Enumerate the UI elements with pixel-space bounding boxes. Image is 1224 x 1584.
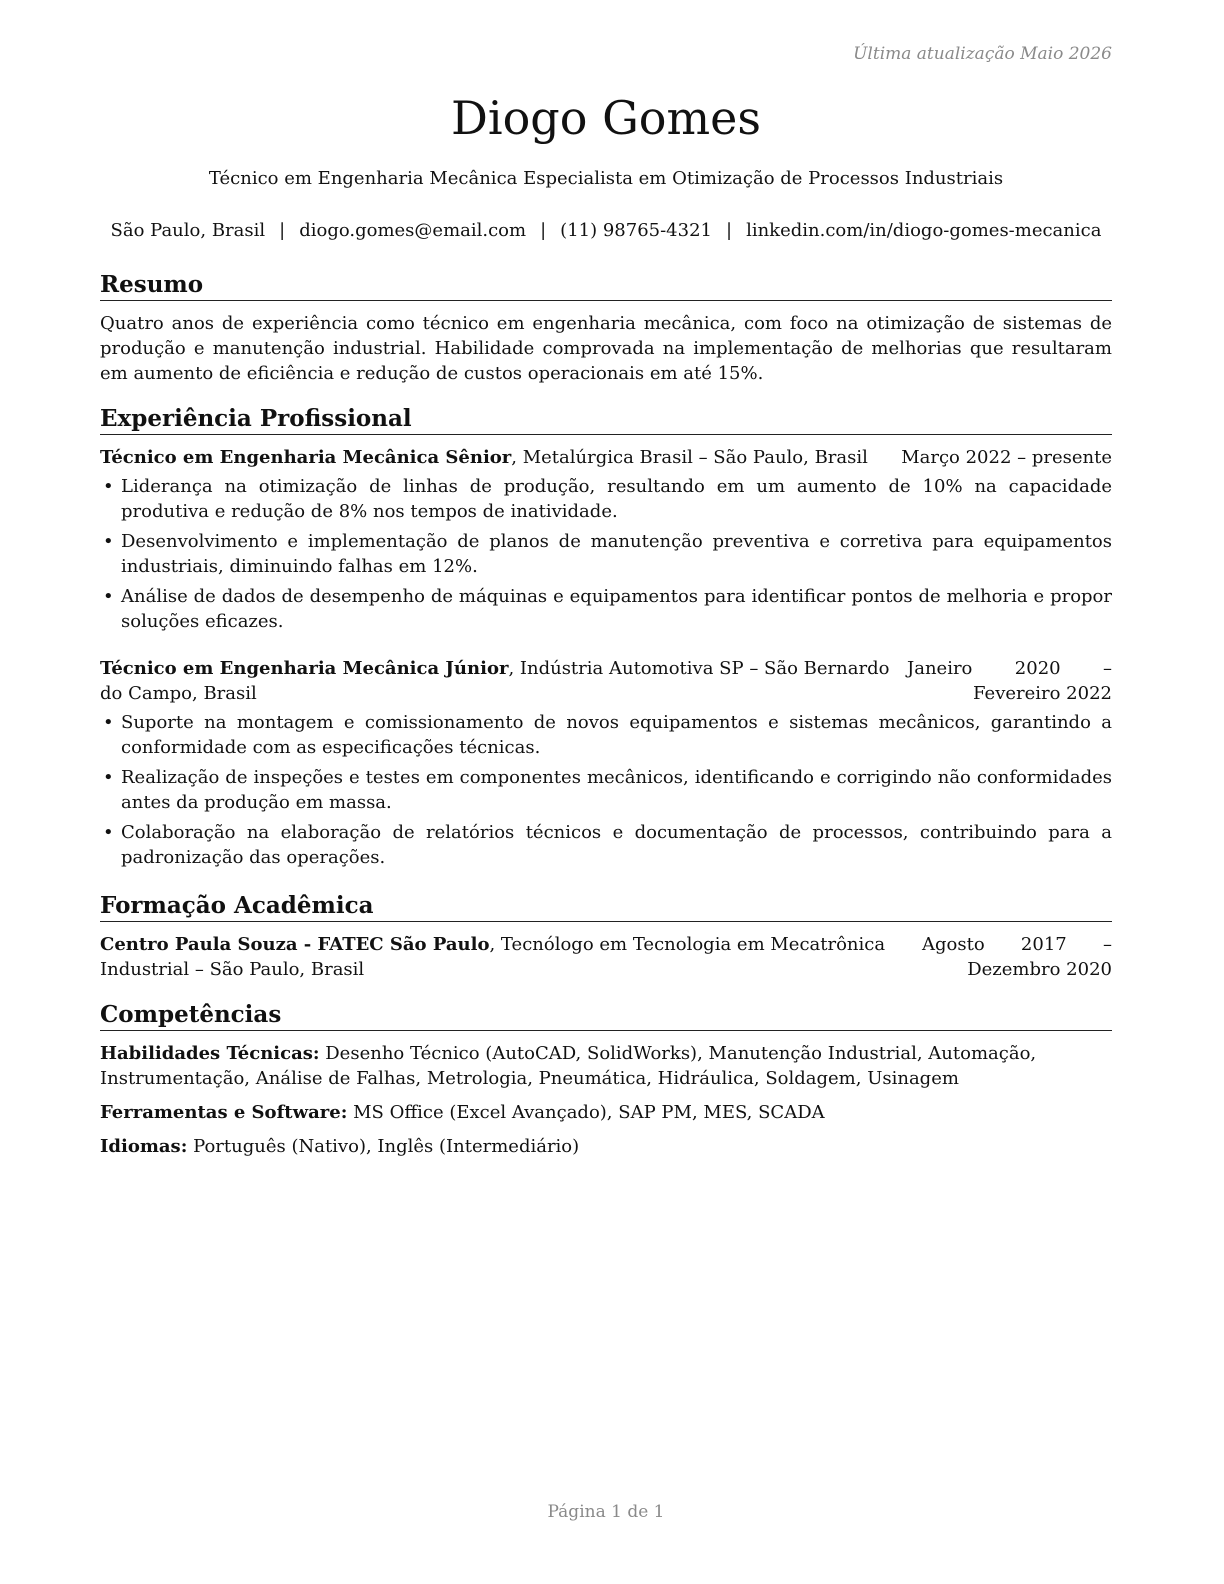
bullet-icon: • bbox=[103, 767, 114, 788]
contact-location: São Paulo, Brasil bbox=[110, 220, 266, 241]
skill-label: Habilidades Técnicas: bbox=[100, 1043, 320, 1064]
education-institution: Centro Paula Souza - FATEC São Paulo bbox=[100, 934, 490, 955]
job-entry bbox=[100, 656, 1112, 870]
contact-line bbox=[60, 219, 1152, 243]
job-bullets bbox=[100, 474, 1112, 634]
job-header bbox=[100, 656, 1112, 706]
bullet-icon: • bbox=[103, 822, 114, 843]
job-dates: Março 2022 – presente bbox=[901, 447, 1112, 468]
contact-separator: | bbox=[540, 220, 547, 241]
contact-phone: (11) 98765-4321 bbox=[560, 220, 712, 241]
bullet-icon: • bbox=[103, 712, 114, 733]
candidate-headline: Técnico em Engenharia Mecânica Especialista em Otimização de Processos Industriais bbox=[208, 168, 1004, 189]
bullet-text: Desenvolvimento e implementação de planos de manutenção preventiva e corretiva para equipamentos industriais, diminuindo falhas em 12%. bbox=[121, 531, 1112, 577]
bullet-text: Suporte na montagem e comissionamento de novos equipamentos e sistemas mecânicos, garantindo a conformidade com as especificações técnicas. bbox=[121, 712, 1112, 758]
page-number: Página 1 de 1 bbox=[547, 1502, 665, 1522]
last-updated-date: Última atualização Maio 2026 bbox=[853, 44, 1112, 64]
list-item bbox=[100, 584, 1112, 634]
education-entry bbox=[100, 932, 1112, 982]
section-title-experience: Experiência Profissional bbox=[100, 404, 1112, 435]
skill-line bbox=[100, 1041, 1112, 1091]
resume-page bbox=[100, 0, 1112, 1584]
contact-separator: | bbox=[279, 220, 286, 241]
skill-value: Português (Nativo), Inglês (Intermediário) bbox=[187, 1136, 580, 1157]
list-item bbox=[100, 820, 1112, 870]
list-item bbox=[100, 710, 1112, 760]
bullet-text: Realização de inspeções e testes em componentes mecânicos, identificando e corrigindo não conformidades antes da produção em massa. bbox=[121, 767, 1112, 813]
bullet-icon: • bbox=[103, 476, 114, 497]
section-title-skills: Competências bbox=[100, 1000, 1112, 1031]
bullet-text: Liderança na otimização de linhas de produção, resultando em um aumento de 10% na capacidade produtiva e redução de 8% nos tempos de inatividade. bbox=[121, 476, 1112, 522]
summary-text: Quatro anos de experiência como técnico em engenharia mecânica, com foco na otimização de sistemas de produção e manutenção industrial. Habilidade comprovada na implementação de melhorias que resultaram em aumento de eficiência e redução de custos operacionais em até 15%. bbox=[100, 313, 1112, 384]
skill-label: Ferramentas e Software: bbox=[100, 1102, 348, 1123]
candidate-name: Diogo Gomes bbox=[451, 91, 761, 145]
bullet-icon: • bbox=[103, 586, 114, 607]
education-degree: , Tecnólogo em Tecnologia em Mecatrônica Industrial – São Paulo, Brasil bbox=[100, 934, 886, 980]
education-line bbox=[100, 932, 922, 982]
job-header bbox=[100, 445, 1112, 470]
contact-separator: | bbox=[726, 220, 733, 241]
job-company: , Metalúrgica Brasil – São Paulo, Brasil bbox=[511, 447, 868, 468]
list-item bbox=[100, 765, 1112, 815]
job-company: , Indústria Automotiva SP – São Bernardo do Campo, Brasil bbox=[100, 658, 890, 704]
education-section bbox=[100, 891, 1112, 982]
skill-line bbox=[100, 1100, 1112, 1125]
job-entry bbox=[100, 445, 1112, 634]
list-item bbox=[100, 529, 1112, 579]
job-dates: Janeiro 2020 – Fevereiro 2022 bbox=[907, 658, 1112, 704]
skill-value: Desenho Técnico (AutoCAD, SolidWorks), Manutenção Industrial, Automação, Instrumentação, Análise de Falhas, Metrologia, Pneumática, Hidráulica, Soldagem, Usinagem bbox=[100, 1043, 1037, 1089]
job-role: Técnico em Engenharia Mecânica Sênior bbox=[100, 447, 512, 468]
job-title-line bbox=[100, 656, 907, 706]
summary-section bbox=[100, 270, 1112, 386]
job-title-line bbox=[100, 445, 901, 470]
skill-line bbox=[100, 1134, 1112, 1159]
skills-section bbox=[100, 1000, 1112, 1168]
education-dates: Agosto 2017 – Dezembro 2020 bbox=[922, 934, 1112, 980]
skill-label: Idiomas: bbox=[100, 1136, 188, 1157]
bullet-text: Análise de dados de desempenho de máquinas e equipamentos para identificar pontos de melhoria e propor soluções eficazes. bbox=[121, 586, 1112, 632]
bullet-icon: • bbox=[103, 531, 114, 552]
section-title-education: Formação Acadêmica bbox=[100, 891, 1112, 922]
contact-linkedin[interactable]: linkedin.com/in/diogo-gomes-mecanica bbox=[746, 220, 1102, 241]
contact-email[interactable]: diogo.gomes@email.com bbox=[299, 220, 527, 241]
job-bullets bbox=[100, 710, 1112, 870]
section-title-summary: Resumo bbox=[100, 270, 1112, 301]
experience-section bbox=[100, 404, 1112, 888]
skill-value: MS Office (Excel Avançado), SAP PM, MES, SCADA bbox=[347, 1102, 825, 1123]
bullet-text: Colaboração na elaboração de relatórios técnicos e documentação de processos, contribuindo para a padronização das operações. bbox=[121, 822, 1112, 868]
job-role: Técnico em Engenharia Mecânica Júnior bbox=[100, 658, 509, 679]
list-item bbox=[100, 474, 1112, 524]
